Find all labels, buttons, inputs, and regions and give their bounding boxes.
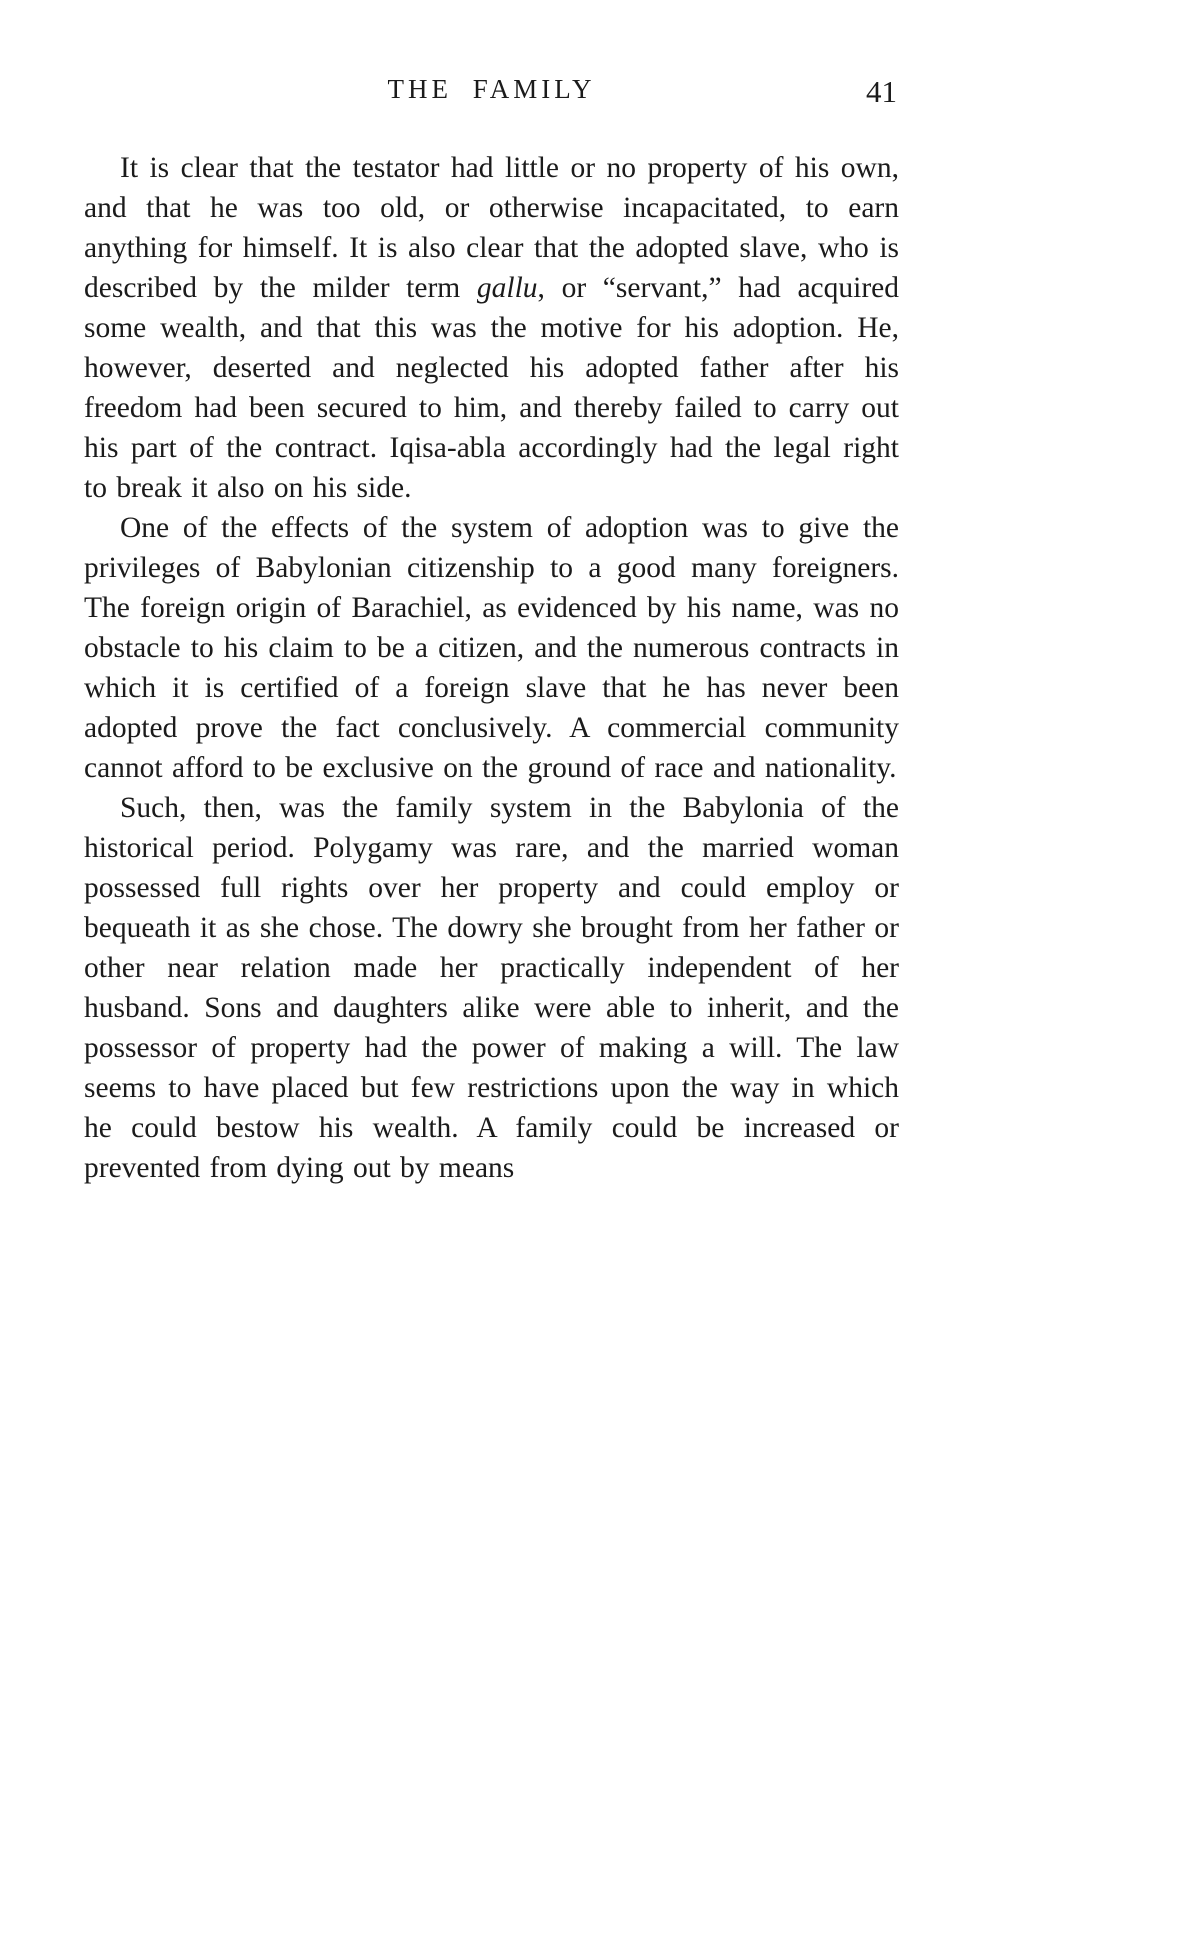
page-number: 41 [866, 74, 897, 109]
paragraph [84, 148, 899, 508]
header-title: THE FAMILY [387, 74, 596, 104]
running-header [84, 74, 899, 118]
italic-term: gallu [476, 272, 538, 304]
body-text [84, 148, 899, 1188]
text-segment: One of the effects of the system of adoption was to give the privileges of Babylonian citizenship to a good many foreigners. The foreign origin of Barachiel, as evidenced by his name, was no obstacle to his claim to be a citizen, and the numerous contracts in which it is certified of a foreign slave that he has never been adopted prove the fact conclusively. A commercial community cannot afford to be exclusive on the ground of race and nationality. [84, 512, 899, 784]
text-segment: Such, then, was the family system in the Babylonia of the historical period. Polygamy was rare, and the married woman possessed full rights over her property and could employ or bequeath it as she chose. The dowry she brought from her father or other near relation made her practically independent of her husband. Sons and daughters alike were able to inherit, and the possessor of property had the power of making a will. The law seems to have placed but few restrictions upon the way in which he could bestow his wealth. A family could be increased or prevented from dying out by means [84, 792, 899, 1184]
text-segment: It is clear that the testator had little or no property of his own, and that he was too old, or otherwise incapacitated, to earn anything for himself. It is also clear that the adopted slave, who is described by the milder term [84, 152, 899, 304]
paragraph [84, 508, 899, 788]
text-segment: , or “servant,” had acquired some wealth, and that this was the motive for his adoption. He, however, deserted and neglected his adopted father after his freedom had been secured to him, and thereby failed to carry out his part of the contract. Iqisa-abla accordingly had the legal right to break it also on his side. [84, 272, 899, 504]
paragraph [84, 788, 899, 1188]
